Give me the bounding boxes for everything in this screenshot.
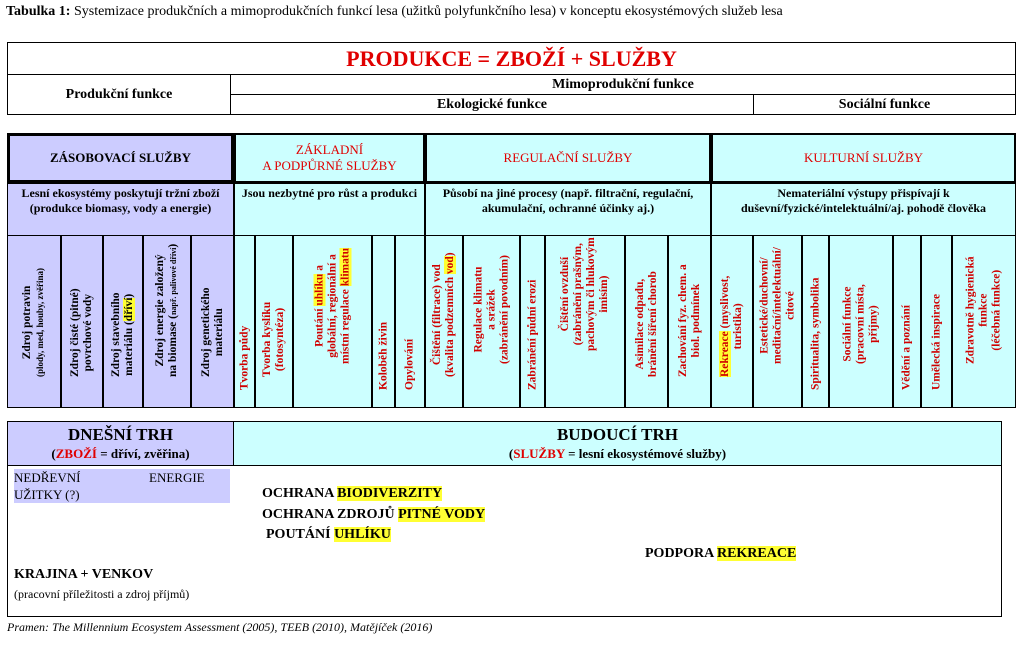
function-column xyxy=(802,236,829,408)
function-label: Čištění (filtrace) vod (kvalita podzemních vod) xyxy=(431,252,456,377)
biodiversity-protection: OCHRANA BIODIVERZITY xyxy=(262,486,443,501)
function-label: Opylování xyxy=(403,338,416,390)
cultural-services-header xyxy=(711,133,1016,183)
regulating-description: Působí na jiné procesy (např. filtrační, regulační, akumulační, ochranné účinky aj.) xyxy=(425,183,711,236)
today-market-title: DNEŠNÍ TRH xyxy=(67,425,174,444)
function-label: Regulace klimatu a srážek (zabránění povodním) xyxy=(472,255,510,364)
provisioning-services-header xyxy=(7,133,234,183)
table-caption xyxy=(6,4,783,20)
caption-text: Systemizace produkčních a mimoprodukčních funkcí lesa (užitků polyfunkčního lesa) v konceptu ekosystémových služeb lesa xyxy=(70,4,783,19)
supporting-services-label-1: ZÁKLADNÍ xyxy=(295,142,364,157)
function-column xyxy=(952,236,1016,408)
function-label: Koloběh živin xyxy=(377,321,389,390)
function-column xyxy=(425,236,463,408)
benefits-label: UŽITKY (?) xyxy=(14,487,80,502)
cultural-services-label: KULTURNÍ SLUŽBY xyxy=(803,150,924,165)
function-label: Zachování fyz. chem. a biol. podmínek xyxy=(676,264,702,377)
function-column xyxy=(753,236,802,408)
market-table xyxy=(7,421,1002,617)
function-label: Zabránění půdní erozi xyxy=(526,279,538,390)
function-column xyxy=(921,236,952,408)
provisioning-services-label: ZÁSOBOVACÍ SLUŽBY xyxy=(49,150,191,165)
function-column xyxy=(234,236,255,408)
function-label: Zdroj genetického materiálu xyxy=(199,287,225,377)
regulating-services-label: REGULAČNÍ SLUŽBY xyxy=(503,150,633,165)
supporting-services-header xyxy=(234,133,425,183)
function-column xyxy=(395,236,425,408)
function-column xyxy=(625,236,668,408)
function-column xyxy=(255,236,293,408)
source-note: Pramen: The Millennium Ecosystem Assessment (2005), TEEB (2010), Matějíček (2016) xyxy=(7,620,433,634)
production-header-table xyxy=(7,42,1016,115)
ecological-functions-header: Ekologické funkce xyxy=(231,95,754,115)
carbon-sequestration: POUTÁNÍ UHLÍKU xyxy=(266,527,391,542)
function-label: Vědění a poznání xyxy=(900,305,913,390)
non-wood-benefits-box xyxy=(14,469,230,503)
function-column xyxy=(711,236,753,408)
future-market-subtitle: (SLUŽBY = lesní ekosystémové služby) xyxy=(508,446,727,461)
function-label: Tvorba kyslíku (fotosyntéza) xyxy=(261,301,286,377)
function-column xyxy=(191,236,234,408)
function-column xyxy=(668,236,711,408)
supporting-description: Jsou nezbytné pro růst a produkci xyxy=(234,183,425,236)
energy-label: ENERGIE xyxy=(149,470,205,485)
function-label: Zdravotně hygienická funkce (léčebná funkce) xyxy=(964,256,1003,364)
non-wood-label: NEDŘEVNÍ xyxy=(14,470,81,485)
function-column xyxy=(463,236,520,408)
future-market-title: BUDOUCÍ TRH xyxy=(556,425,679,444)
landscape-countryside: KRAJINA + VENKOV xyxy=(14,567,154,582)
regulating-services-header xyxy=(425,133,711,183)
function-label: Sociální funkce (pracovní místa, příjmy) xyxy=(841,284,880,364)
function-label: Zdroj stavebního materiálu (dříví) xyxy=(110,292,135,377)
function-label: Spiritualita, symbolika xyxy=(809,277,821,390)
provisioning-description: Lesní ekosystémy poskytují tržní zboží (produkce biomasy, vody a energie) xyxy=(7,183,234,236)
cultural-description: Nemateriální výstupy přispívají k duševní/fyzické/intelektuální/aj. pohodě člověka xyxy=(711,183,1016,236)
function-label: Zdroj potravin (plody, med, houby, zvěřina) xyxy=(21,267,45,377)
recreation-support: PODPORA REKREACE xyxy=(645,546,797,561)
function-label: Asimilace odpadu, bránění šíření chorob xyxy=(633,271,659,377)
caption-label: Tabulka 1: xyxy=(6,4,71,19)
function-column xyxy=(372,236,395,408)
function-label: Estetické/duchovní/ meditační/intelektuální/ citové xyxy=(758,247,796,364)
function-label: Tvorba půdy xyxy=(238,325,250,390)
landscape-subtitle: (pracovní příležitosti a zdroj příjmů) xyxy=(14,587,190,601)
function-label: Čištění ovzduší (zabránění prašným, pachovým či hlukovým imisím) xyxy=(559,237,610,351)
function-column xyxy=(829,236,893,408)
productive-functions-header: Produkční funkce xyxy=(8,75,231,115)
function-label: Poutání uhlíku a globální, regionální a místní regulace klimatu xyxy=(313,247,351,364)
function-label: Rekreace (myslivost, turistika) xyxy=(719,275,744,377)
function-column xyxy=(7,236,61,408)
production-title: PRODUKCE = ZBOŽÍ + SLUŽBY xyxy=(8,43,1015,75)
function-label: Zdroj čisté (pitné) povrchové vody xyxy=(69,288,94,377)
non-productive-functions-header: Mimoprodukční funkce xyxy=(231,75,1015,95)
function-column xyxy=(293,236,372,408)
drinking-water-protection: OCHRANA ZDROJŮ PITNÉ VODY xyxy=(262,507,486,522)
function-label: Zdroj energie založený na biomase (např. palivové dříví) xyxy=(154,243,179,377)
function-column xyxy=(143,236,191,408)
function-column xyxy=(893,236,921,408)
function-column xyxy=(103,236,143,408)
function-label: Umělecká inspirace xyxy=(930,293,942,390)
function-column xyxy=(545,236,625,408)
today-market-header xyxy=(8,422,234,466)
future-market-header xyxy=(234,422,1001,466)
function-column xyxy=(520,236,545,408)
supporting-services-label-2: A PODPŮRNÉ SLUŽBY xyxy=(262,158,397,173)
function-column xyxy=(61,236,103,408)
social-functions-header: Sociální funkce xyxy=(838,97,931,112)
today-market-subtitle: (ZBOŽÍ = dříví, zvěřina) xyxy=(51,446,190,461)
